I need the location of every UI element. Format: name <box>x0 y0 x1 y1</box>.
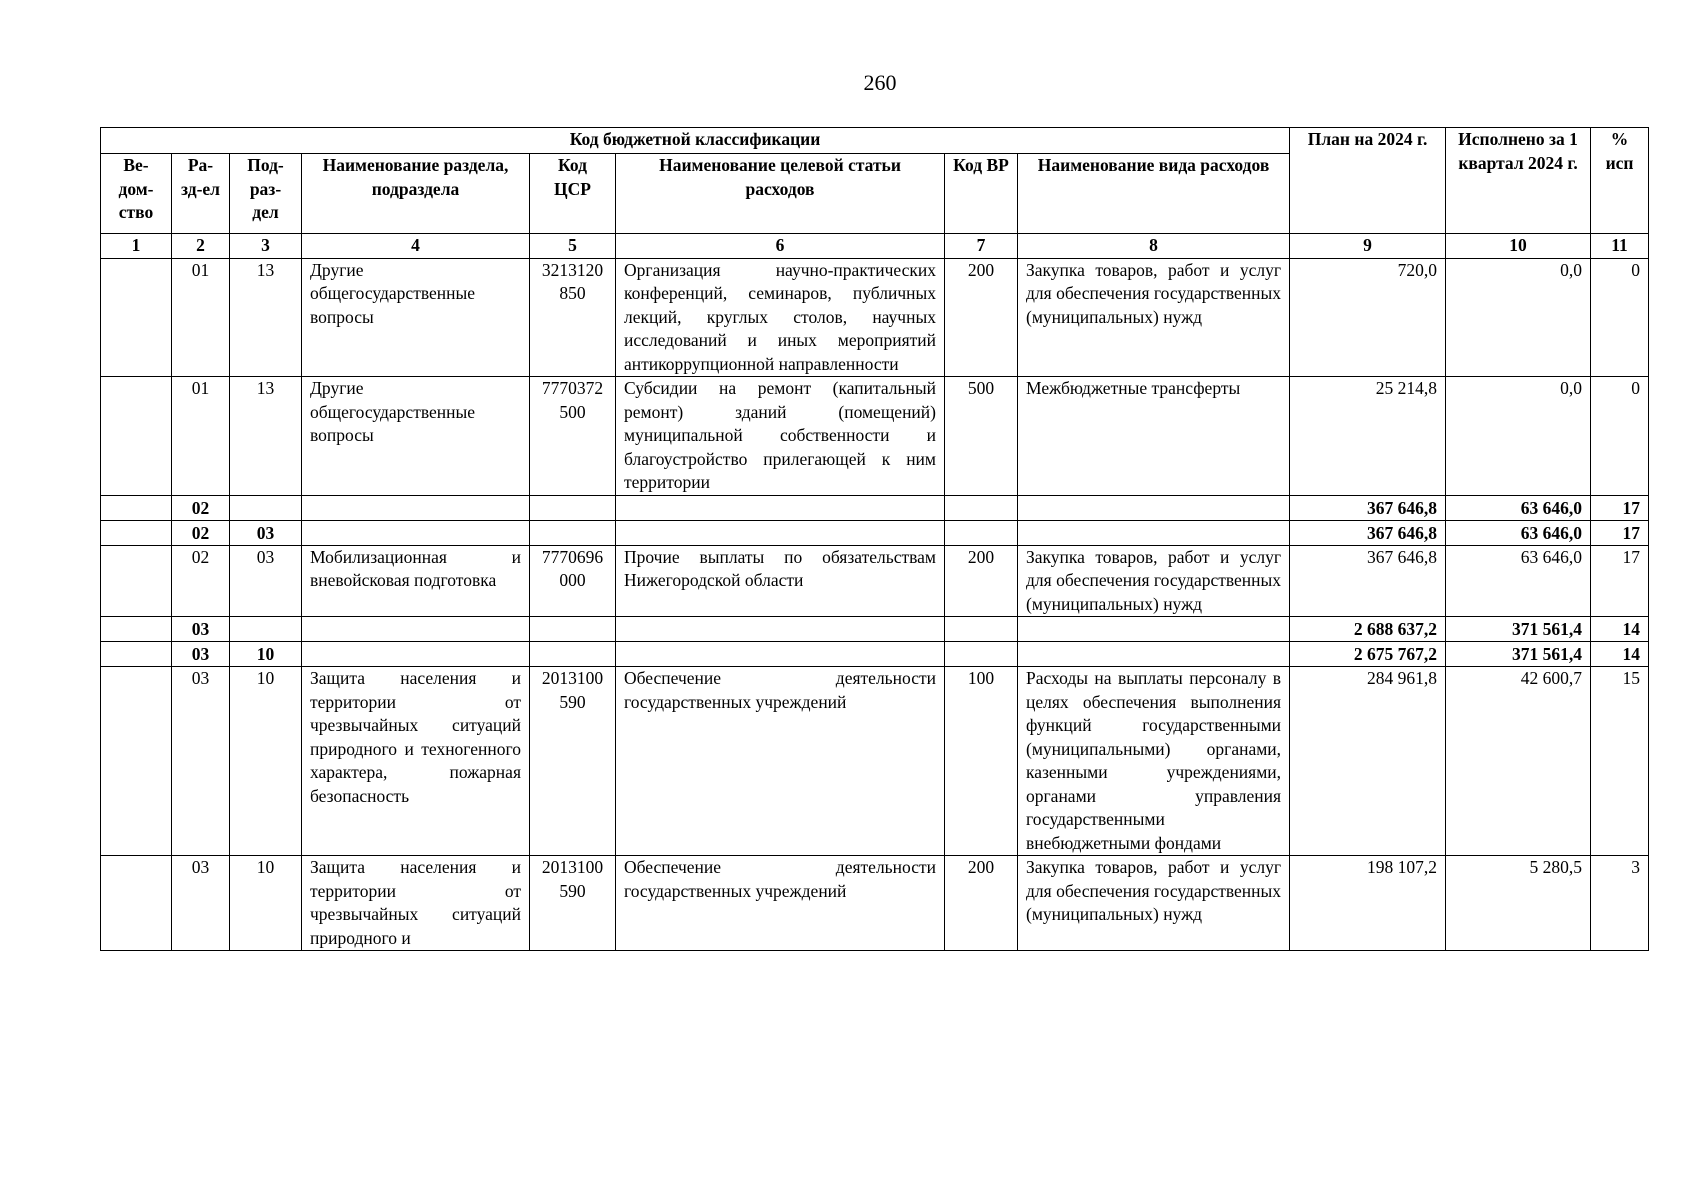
column-number: 7 <box>945 234 1018 259</box>
target-name-cell: Обеспечение деятельности государственных учреждений <box>616 667 945 856</box>
vr-cell <box>945 642 1018 667</box>
razdel-cell: 02 <box>172 545 230 617</box>
subtotal-row <box>101 520 1649 545</box>
target-name-cell <box>616 642 945 667</box>
table-row <box>101 377 1649 496</box>
column-number: 4 <box>302 234 530 259</box>
column-number: 6 <box>616 234 945 259</box>
percent-cell: 17 <box>1591 545 1649 617</box>
vr-cell <box>945 495 1018 520</box>
vr-name-cell <box>1018 642 1290 667</box>
percent-cell: 17 <box>1591 520 1649 545</box>
razdel-name-cell: Мобилизационная и вневойсковая подготовка <box>302 545 530 617</box>
percent-cell: 0 <box>1591 258 1649 377</box>
column-number-row <box>101 234 1649 259</box>
podrazdel-cell <box>230 617 302 642</box>
vr-name-cell: Закупка товаров, работ и услуг для обеспечения государственных (муниципальных) нужд <box>1018 856 1290 951</box>
razdel-cell: 02 <box>172 495 230 520</box>
vr-cell: 100 <box>945 667 1018 856</box>
csr-cell: 3213120850 <box>530 258 616 377</box>
vr-name-cell <box>1018 617 1290 642</box>
vedomstvo-cell <box>101 617 172 642</box>
vr-cell: 200 <box>945 856 1018 951</box>
vr-name-cell: Межбюджетные трансферты <box>1018 377 1290 496</box>
target-name-cell: Обеспечение деятельности государственных учреждений <box>616 856 945 951</box>
percent-cell: 0 <box>1591 377 1649 496</box>
plan-cell: 284 961,8 <box>1290 667 1446 856</box>
vr-name-cell: Закупка товаров, работ и услуг для обеспечения государственных (муниципальных) нужд <box>1018 545 1290 617</box>
vedomstvo-cell <box>101 520 172 545</box>
razdel-cell: 01 <box>172 377 230 496</box>
budget-table <box>100 127 1649 951</box>
podrazdel-cell <box>230 495 302 520</box>
razdel-name-cell: Другие общегосударственные вопросы <box>302 258 530 377</box>
executed-cell: 63 646,0 <box>1446 495 1591 520</box>
table-row <box>101 258 1649 377</box>
csr-cell <box>530 495 616 520</box>
plan-cell: 198 107,2 <box>1290 856 1446 951</box>
podrazdel-cell: 13 <box>230 377 302 496</box>
column-number: 5 <box>530 234 616 259</box>
vedomstvo-cell <box>101 856 172 951</box>
column-number: 11 <box>1591 234 1649 259</box>
executed-cell: 63 646,0 <box>1446 520 1591 545</box>
vr-cell <box>945 520 1018 545</box>
executed-cell: 63 646,0 <box>1446 545 1591 617</box>
csr-cell: 2013100590 <box>530 856 616 951</box>
column-number: 10 <box>1446 234 1591 259</box>
target-name-cell: Субсидии на ремонт (капитальный ремонт) зданий (помещений) муниципальной собственности и благоустройство прилегающей к ним территории <box>616 377 945 496</box>
podrazdel-cell: 03 <box>230 545 302 617</box>
percent-cell: 17 <box>1591 495 1649 520</box>
podrazdel-cell: 03 <box>230 520 302 545</box>
vr-name-cell: Расходы на выплаты персоналу в целях обеспечения выполнения функций государственными (муниципальными) органами, казенными учреждениями, органами управления государственными внебюджетными фондами <box>1018 667 1290 856</box>
executed-cell: 0,0 <box>1446 377 1591 496</box>
plan-cell: 2 688 637,2 <box>1290 617 1446 642</box>
percent-cell: 14 <box>1591 642 1649 667</box>
vr-cell: 200 <box>945 545 1018 617</box>
csr-cell: 7770696000 <box>530 545 616 617</box>
razdel-cell: 03 <box>172 667 230 856</box>
table-row <box>101 545 1649 617</box>
column-number: 3 <box>230 234 302 259</box>
vr-cell: 200 <box>945 258 1018 377</box>
plan-cell: 367 646,8 <box>1290 545 1446 617</box>
target-name-cell <box>616 617 945 642</box>
subtotal-row <box>101 495 1649 520</box>
target-name-cell <box>616 520 945 545</box>
razdel-cell: 02 <box>172 520 230 545</box>
razdel-name-cell: Защита населения и территории от чрезвычайных ситуаций природного и <box>302 856 530 951</box>
csr-cell: 2013100590 <box>530 667 616 856</box>
razdel-header: Ра-зд-ел <box>172 154 230 234</box>
executed-cell: 42 600,7 <box>1446 667 1591 856</box>
executed-header: Исполнено за 1 квартал 2024 г. <box>1446 128 1591 234</box>
percent-cell: 14 <box>1591 617 1649 642</box>
csr-cell <box>530 642 616 667</box>
vedomstvo-cell <box>101 667 172 856</box>
podrazdel-cell: 13 <box>230 258 302 377</box>
razdel-name-header: Наименование раздела, подраздела <box>302 154 530 234</box>
plan-cell: 720,0 <box>1290 258 1446 377</box>
vr-header: Код ВР <box>945 154 1018 234</box>
razdel-name-cell <box>302 617 530 642</box>
csr-cell: 7770372500 <box>530 377 616 496</box>
razdel-name-cell <box>302 495 530 520</box>
vr-cell <box>945 617 1018 642</box>
column-number: 1 <box>101 234 172 259</box>
razdel-cell: 01 <box>172 258 230 377</box>
vedomstvo-cell <box>101 258 172 377</box>
plan-cell: 2 675 767,2 <box>1290 642 1446 667</box>
subtotal-row <box>101 617 1649 642</box>
csr-cell <box>530 617 616 642</box>
razdel-name-cell: Защита населения и территории от чрезвычайных ситуаций природного и техногенного характера, пожарная безопасность <box>302 667 530 856</box>
csr-header: Код ЦСР <box>530 154 616 234</box>
target-name-header: Наименование целевой статьи расходов <box>616 154 945 234</box>
plan-header: План на 2024 г. <box>1290 128 1446 234</box>
percent-cell: 3 <box>1591 856 1649 951</box>
vedomstvo-cell <box>101 377 172 496</box>
razdel-cell: 03 <box>172 617 230 642</box>
percent-header: % исп <box>1591 128 1649 234</box>
csr-cell <box>530 520 616 545</box>
executed-cell: 0,0 <box>1446 258 1591 377</box>
executed-cell: 371 561,4 <box>1446 617 1591 642</box>
target-name-cell: Организация научно-практических конференций, семинаров, публичных лекций, круглых столов, научных исследований и иных мероприятий антикоррупционной направленности <box>616 258 945 377</box>
plan-cell: 25 214,8 <box>1290 377 1446 496</box>
target-name-cell <box>616 495 945 520</box>
budget-classification-header: Код бюджетной классификации <box>101 128 1290 154</box>
vr-name-header: Наименование вида расходов <box>1018 154 1290 234</box>
razdel-name-cell <box>302 520 530 545</box>
vedomstvo-cell <box>101 495 172 520</box>
subtotal-row <box>101 642 1649 667</box>
vr-cell: 500 <box>945 377 1018 496</box>
table-row <box>101 667 1649 856</box>
plan-cell: 367 646,8 <box>1290 520 1446 545</box>
column-number: 9 <box>1290 234 1446 259</box>
podrazdel-header: Под-раз-дел <box>230 154 302 234</box>
plan-cell: 367 646,8 <box>1290 495 1446 520</box>
table-row <box>101 856 1649 951</box>
vedomstvo-header: Ве-дом-ство <box>101 154 172 234</box>
razdel-cell: 03 <box>172 642 230 667</box>
executed-cell: 371 561,4 <box>1446 642 1591 667</box>
vr-name-cell: Закупка товаров, работ и услуг для обеспечения государственных (муниципальных) нужд <box>1018 258 1290 377</box>
razdel-name-cell <box>302 642 530 667</box>
podrazdel-cell: 10 <box>230 667 302 856</box>
executed-cell: 5 280,5 <box>1446 856 1591 951</box>
column-number: 8 <box>1018 234 1290 259</box>
target-name-cell: Прочие выплаты по обязательствам Нижегородской области <box>616 545 945 617</box>
vr-name-cell <box>1018 495 1290 520</box>
vedomstvo-cell <box>101 545 172 617</box>
podrazdel-cell: 10 <box>230 856 302 951</box>
page-number: 260 <box>863 70 897 95</box>
vedomstvo-cell <box>101 642 172 667</box>
razdel-name-cell: Другие общегосударственные вопросы <box>302 377 530 496</box>
podrazdel-cell: 10 <box>230 642 302 667</box>
percent-cell: 15 <box>1591 667 1649 856</box>
vr-name-cell <box>1018 520 1290 545</box>
razdel-cell: 03 <box>172 856 230 951</box>
column-number: 2 <box>172 234 230 259</box>
